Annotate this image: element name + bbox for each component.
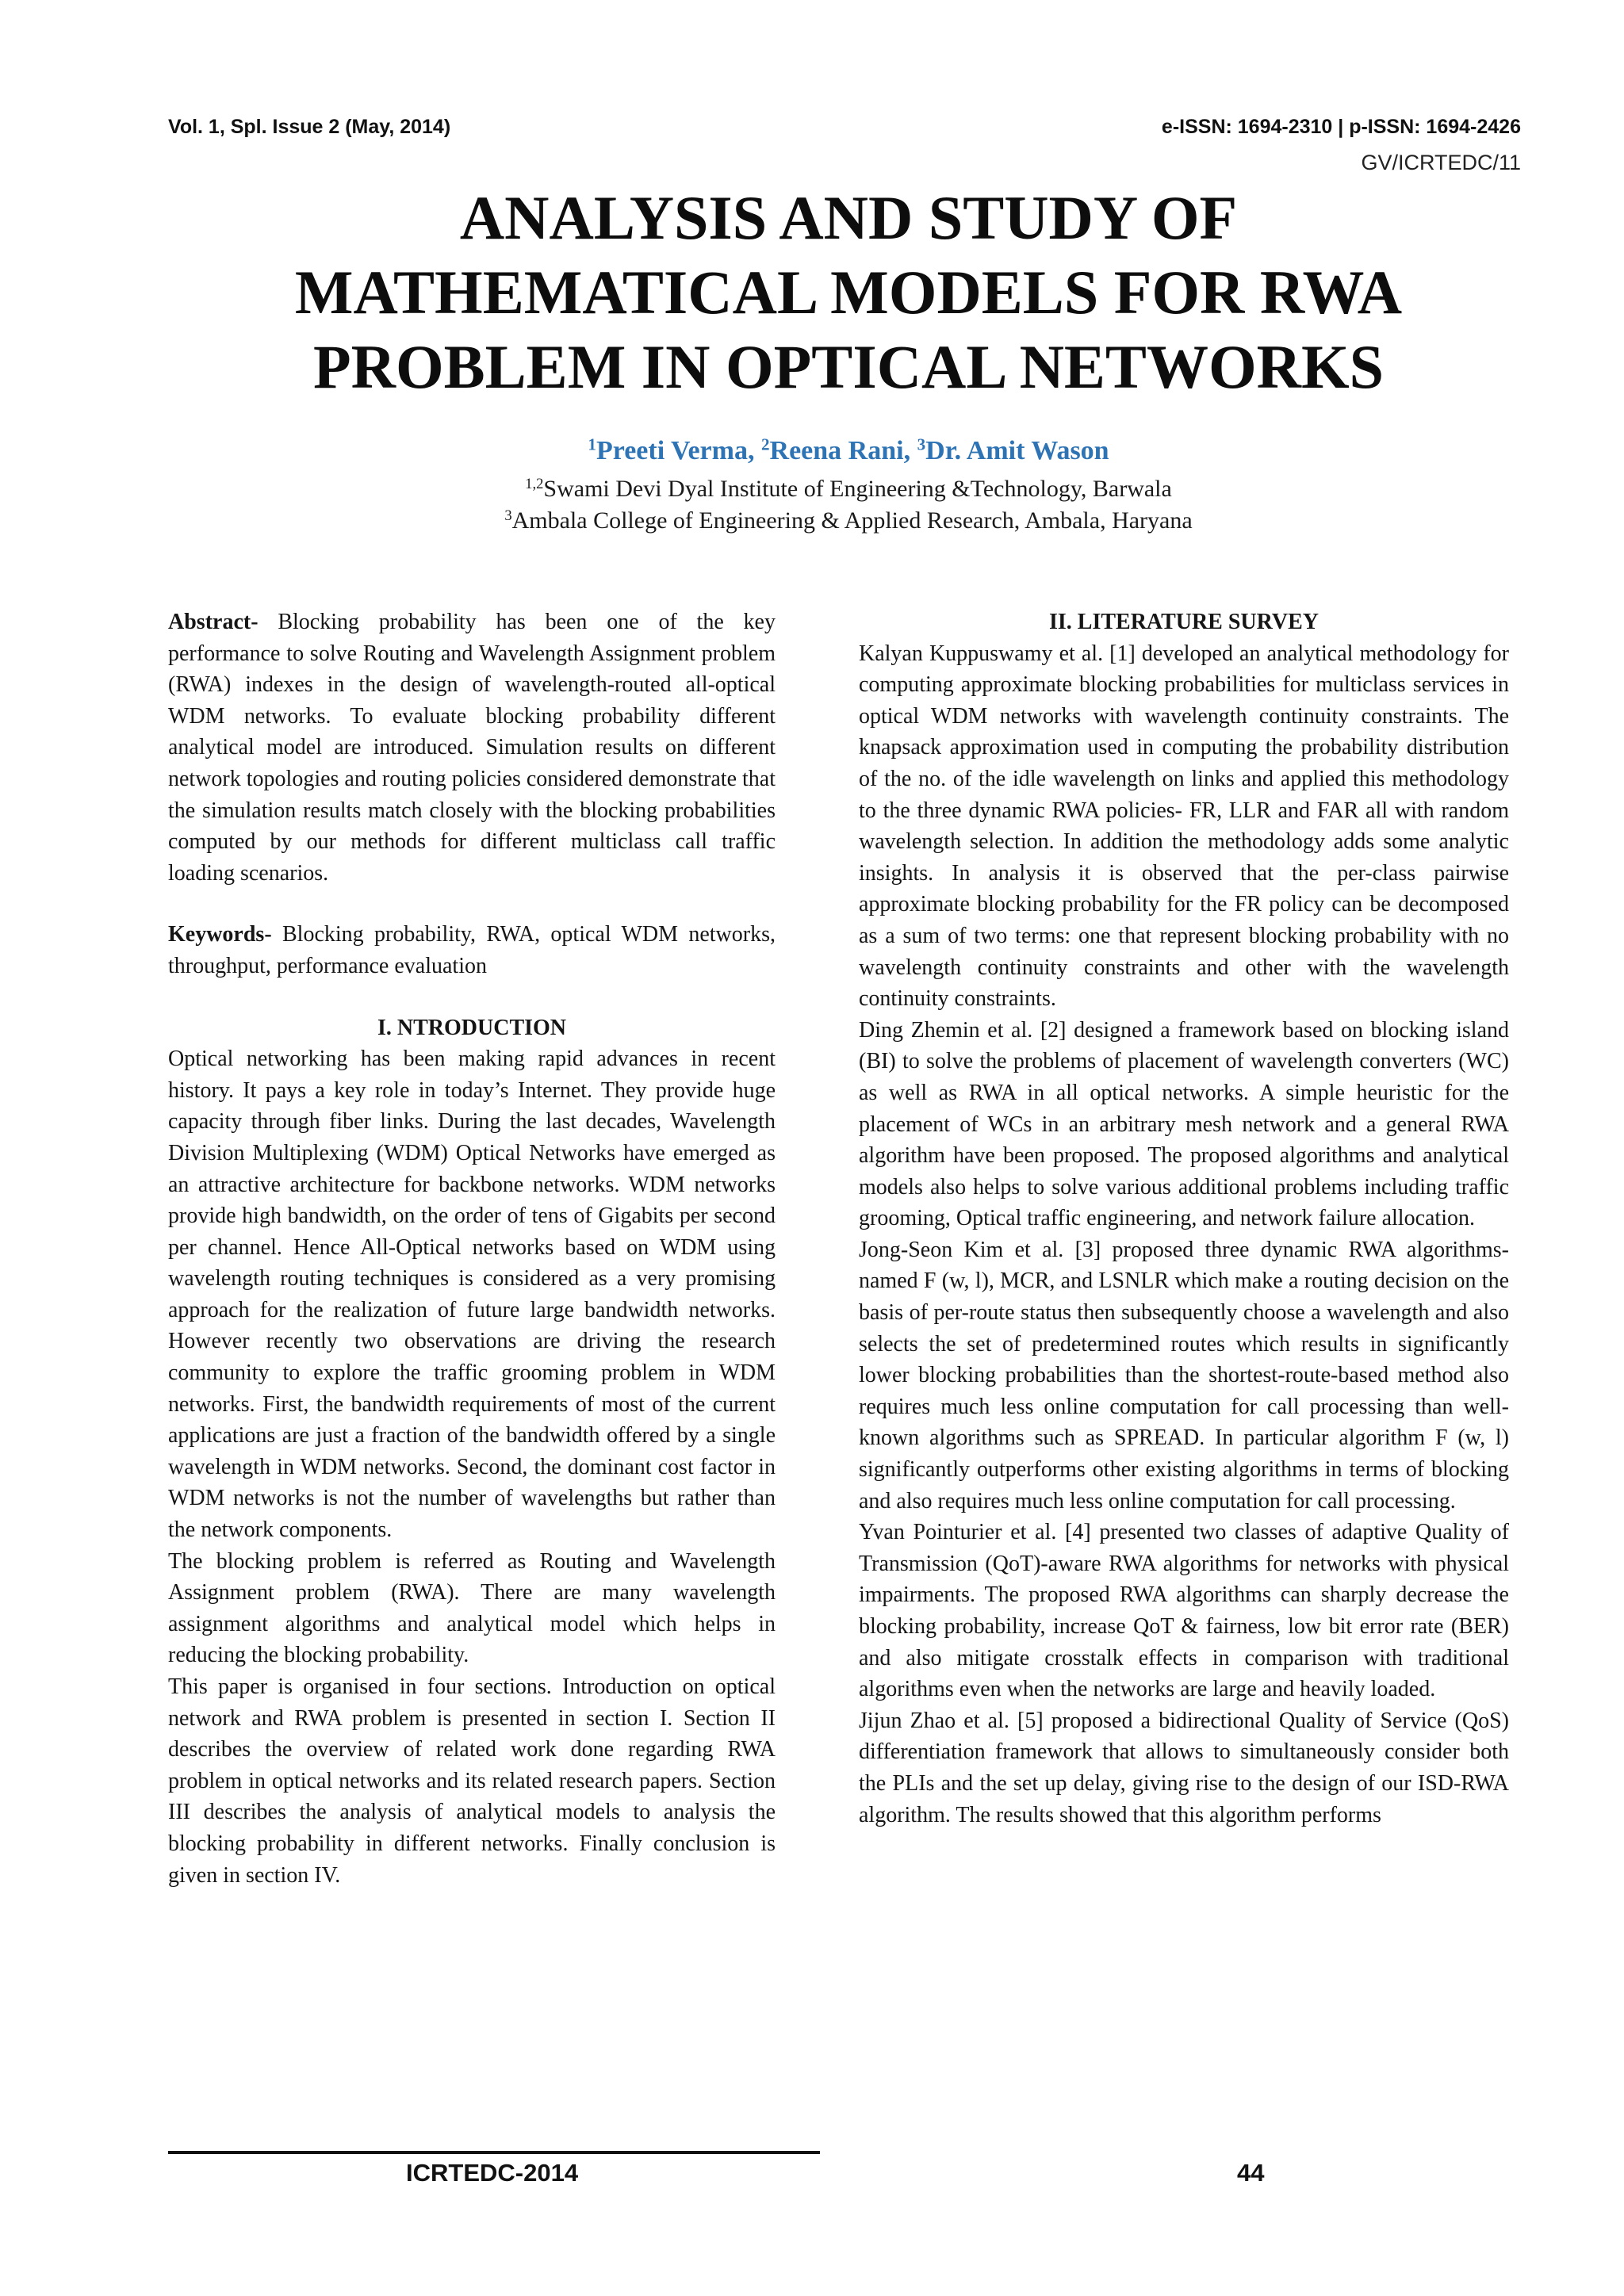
author-2-name: Reena Rani, — [769, 436, 911, 465]
lit-paragraph-4: Yvan Pointurier et al. [4] presented two classes of adaptive Quality of Transmission (QoT)-aware RWA algorithms for networks with physical impairments. The proposed RWA algorithms can sharply decrease the blocking probability, increase QoT & fairness, low bit error rate (BER) and also mitigate crosstalk effects in comparison with traditional algorithms even when the networks are large and heavily loaded. — [859, 1520, 1509, 1702]
intro-paragraph-2: The blocking problem is referred as Routing and Wavelength Assignment problem (RWA). There are many wavelength assignment algorithms and analytical model which helps in reducing the blocking probability. — [168, 1548, 776, 1668]
paper-title — [119, 181, 1578, 404]
keywords-label: Keywords- — [168, 922, 272, 947]
abstract-label: Abstract- — [168, 610, 259, 634]
lit-paragraph-2: Ding Zhemin et al. [2] designed a framework based on blocking island (BI) to solve the problems of placement of wavelength converters (WC) as well as RWA in all optical networks. A simple heuristic for the placement of WCs in an arbitrary mesh network and a general RWA algorithm have been proposed. The proposed algorithms and analytical models also helps to solve various additional problems including traffic grooming, Optical traffic engineering, and network failure allocation. — [859, 1017, 1509, 1231]
title-line-1: ANALYSIS AND STUDY OF — [459, 183, 1238, 252]
affiliation-1-text: Swami Devi Dyal Institute of Engineering &Technology, Barwala — [543, 476, 1172, 502]
keywords — [168, 919, 776, 982]
title-line-2: MATHEMATICAL MODELS FOR RWA — [294, 258, 1403, 327]
author-2-sup: 2 — [760, 434, 770, 454]
abstract-text: Blocking probability has been one of the key performance to solve Routing and Wavelength Assignment problem (RWA) indexes in the design of wavelength-routed all-optical WDM networks. To evaluate blocking probability different analytical model are introduced. Simulation results on different network topologies and routing policies considered demonstrate that the simulation results match closely with the blocking probabilities computed by our methods for different multiclass call traffic loading scenarios. — [168, 610, 776, 886]
lit-paragraph-1: Kalyan Kuppuswamy et al. [1] developed an analytical methodology for computing approximate blocking probabilities for multiclass services in optical WDM networks with wavelength continuity constraints. The knapsack approximation used in computing the probability distribution of the no. of the idle wavelength on links and applied this methodology to the three dynamic RWA policies- FR, LLR and FAR all with random wavelength selection. In addition the methodology adds some analytic insights. In analysis it is observed that the per-class pairwise approximate blocking probability for the FR policy can be decomposed as a sum of two terms: one that represent blocking probability with no wavelength continuity constraints and other with the wavelength continuity constraints. — [859, 641, 1509, 1012]
title-line-3: PROBLEM IN OPTICAL NETWORKS — [312, 332, 1385, 401]
affiliation-1-sup: 1,2 — [525, 475, 544, 492]
page-number: 44 — [1237, 2159, 1265, 2187]
author-1-sup: 1 — [588, 434, 596, 454]
affiliation-1 — [159, 476, 1538, 503]
lit-paragraph-5: Jijun Zhao et al. [5] proposed a bidirectional Quality of Service (QoS) differentiation framework that allows to simultaneously consider both the PLIs and the set up delay, giving rise to the design of our ISD-RWA algorithm. The results showed that this algorithm performs — [859, 1708, 1509, 1827]
journal-volume: Vol. 1, Spl. Issue 2 (May, 2014) — [168, 116, 451, 138]
footer-conference: ICRTEDC-2014 — [406, 2159, 579, 2187]
affiliation-2 — [159, 507, 1538, 534]
affiliation-2-sup: 3 — [504, 507, 512, 524]
paper-code: GV/ICRTEDC/11 — [1361, 151, 1521, 174]
journal-issn: e-ISSN: 1694-2310 | p-ISSN: 1694-2426 — [1161, 116, 1521, 138]
lit-paragraph-3: Jong-Seon Kim et al. [3] proposed three dynamic RWA algorithms-named F (w, l), MCR, and LSNLR which make a routing decision on the basis of per-route status then subsequently choose a wavelength and also selects the set of predetermined routes which results in significantly lower blocking probabilities than the shortest-route-based method also requires much less online computation for call processing than well-known algorithms such as SPREAD. In particular algorithm F (w, l) significantly outperforms other existing algorithms in terms of blocking and also requires much less online computation for call processing. — [859, 1237, 1509, 1513]
author-3-sup: 3 — [917, 434, 926, 454]
introduction-heading: I. NTRODUCTION — [377, 1015, 567, 1040]
right-column — [859, 607, 1509, 1831]
intro-paragraph-1: Optical networking has been making rapid advances in recent history. It pays a key role in today’s Internet. They provide huge capacity through fiber links. During the last decades, Wavelength Division Multiplexing (WDM) Optical Networks have emerged as an attractive architecture for backbone networks. WDM networks provide high bandwidth, on the order of tens of Gigabits per second per channel. Hence All-Optical networks based on WDM using wavelength routing techniques is considered as a very promising approach for the realization of future large bandwidth networks. However recently two observations are driving the research community to explore the traffic grooming problem in WDM networks. First, the bandwidth requirements of most of the current applications are just a fraction of the bandwidth offered by a single wavelength in WDM networks. Second, the dominant cost factor in WDM networks is not the number of wavelengths but rather than the network components. — [168, 1047, 776, 1543]
abstract — [168, 607, 776, 889]
author-3-name: Dr. Amit Wason — [925, 436, 1109, 465]
keywords-text: Blocking probability, RWA, optical WDM networks, throughput, performance evaluation — [168, 922, 776, 978]
footer-rule — [168, 2151, 820, 2154]
author-list — [159, 436, 1538, 466]
intro-paragraph-3: This paper is organised in four sections. Introduction on optical network and RWA problem is presented in section I. Section II describes the overview of related work done regarding RWA problem in optical networks and its related research papers. Section III describes the analysis of analytical models to analysis the blocking probability in different networks. Finally conclusion is given in section IV. — [168, 1674, 776, 1888]
literature-heading: II. LITERATURE SURVEY — [1048, 610, 1320, 634]
affiliation-2-text: Ambala College of Engineering & Applied Research, Ambala, Haryana — [511, 507, 1193, 534]
author-1-name: Preeti Verma, — [596, 436, 755, 465]
left-column — [168, 607, 776, 1891]
